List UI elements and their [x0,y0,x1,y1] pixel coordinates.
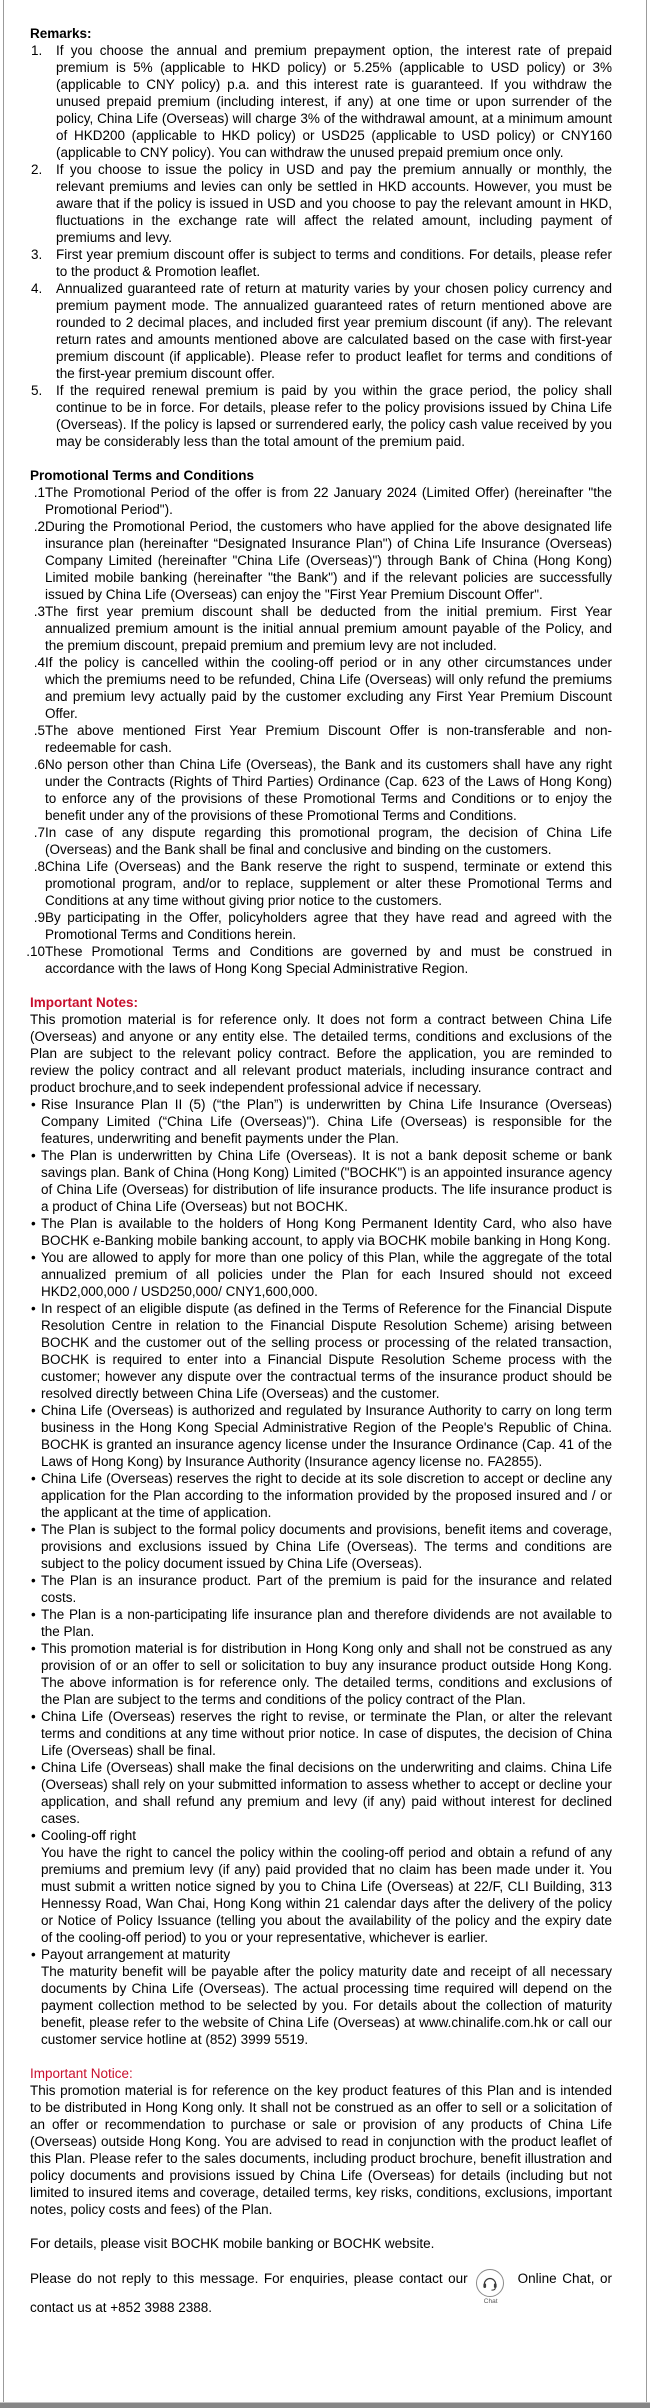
note-item [30,1606,612,1640]
important-notes-intro: This promotion material is for reference only. It does not form a contract between China Life (Overseas) and anyone or any entity else. The detailed terms, conditions and exclusions of the Plan are subject to the relevant policy contract. Before the application, you are reminded to review the policy contract and all relevant product materials, including insurance contract and product brochure,and to seek independent professional advice if necessary. [30,1012,612,1095]
note-text: China Life (Overseas) reserves the right to decide at its sole discretion to accept or decline any application for the Plan according to the information provided by the proposed insured and / or the applicant at the time of application. [41,1471,612,1520]
promo-term-item: The above mentioned First Year Premium Discount Offer is non-transferable and non-redeemable for cash. [45,723,612,755]
promo-term-item: No person other than China Life (Overseas), the Bank and its customers shall have any right under the Contracts (Rights of Third Parties) Ordinance (Cap. 623 of the Laws of Hong Kong) to enforce any of the provisions of these Promotional Terms and Conditions or to enjoy the benefit under any of the provisions of these Promotional Terms and Conditions. [45,757,612,823]
note-item [30,1759,612,1827]
promo-term-item: In case of any dispute regarding this promotional program, the decision of China Life (Overseas) and the Bank shall be final and conclusive and binding on the customers. [45,825,612,857]
note-text: The Plan is available to the holders of Hong Kong Permanent Identity Card, who also have BOCHK e-Banking mobile banking account, to apply via BOCHK mobile banking in Hong Kong. [41,1216,612,1248]
promo-term-item: By participating in the Offer, policyholders agree that they have read and agreed with the Promotional Terms and Conditions herein. [45,910,612,942]
note-item [30,1708,612,1759]
remark-item: If the required renewal premium is paid by you within the grace period, the policy shall continue to be in force. For details, please refer to the policy provisions issued by China Life (Overseas). If the policy is lapsed or surrendered early, the policy cash value received by you may be considerably less than the total amount of the premium paid. [56,383,612,449]
remarks-list [30,42,612,450]
note-text: The Plan is underwritten by China Life (Overseas). It is not a bank deposit scheme or bank savings plan. Bank of China (Hong Kong) Limited ("BOCHK") is an appointed insurance agency of China Life (Overseas) for distribution of life insurance products. The life insurance product is a product of China Life (Overseas) but not BOCHK. [41,1148,612,1214]
promo-term-item: These Promotional Terms and Conditions are governed by and must be construed in accordance with the laws of Hong Kong Special Administrative Region. [45,944,612,976]
note-text: You are allowed to apply for more than one policy of this Plan, while the aggregate of the total annualized premium of all policies under the Plan for each Insured should not exceed HKD2,000,000 / USD250,000/ CNY1,600,000. [41,1250,612,1299]
chat-headset-icon [476,2269,504,2297]
bottom-scroll-edge [0,2402,650,2408]
note-text: This promotion material is for distribution in Hong Kong only and shall not be construed as any provision of or an offer to sell or solicitation to buy any insurance product outside Hong Kong. The above information is for reference only. The detailed terms, conditions and exclusions of the Plan are subject to the terms and conditions of the policy contract of the Plan. [41,1641,612,1707]
note-text: The Plan is an insurance product. Part of the premium is paid for the insurance and related costs. [41,1573,612,1605]
promo-term-item: The Promotional Period of the offer is from 22 January 2024 (Limited Offer) (hereinafter "the Promotional Period"). [45,485,612,517]
note-item [30,1827,612,1946]
note-text: China Life (Overseas) shall make the final decisions on the underwriting and claims. China Life (Overseas) shall rely on your submitted information to assess whether to accept or decline your application, and shall refund any premium and levy (if any) paid without interest for declined cases. [41,1760,612,1826]
note-sub-paragraph: The maturity benefit will be payable after the policy maturity date and receipt of all necessary documents by China Life (Overseas). The actual processing time required will depend on the payment collection method to be selected by you. For details about the collection of maturity benefit, please refer to the website of China Life (Overseas) at www.chinalife.com.hk or call our customer service hotline at (852) 3999 5519. [41,1964,612,2047]
note-text: Payout arrangement at maturity [41,1947,231,1962]
online-chat-button[interactable] [476,2269,506,2305]
important-notes-list [30,1096,612,2048]
chat-icon-label: Chat [483,2298,498,2305]
no-reply-line [30,2269,612,2316]
note-item [30,1521,612,1572]
note-item [30,1572,612,1606]
note-item [30,1249,612,1300]
important-notice-body: This promotion material is for reference on the key product features of this Plan and is intended to be distributed in Hong Kong only. It shall not be construed as an offer to sell or a solicitation of an offer or recommendation to purchase or sale or provision of any products of China Life (Overseas) outside Hong Kong. You are advised to read in conjunction with the product leaflet of this Plan. Please refer to the sales documents, including product brochure, benefit illustration and policy documents and provisions issued by China Life (Overseas) for details (including but not limited to insured items and coverage, detailed terms, key risks, conditions, exclusions, important notes, policy costs and fees) of the Plan. [30,2083,612,2217]
promo-term-item: If the policy is cancelled within the cooling-off period or in any other circumstances under which the premiums need to be refunded, China Life (Overseas) will only refund the premiums and premium levy actually paid by the customer excluding any First Year Premium Discount Offer. [45,655,612,721]
note-item [30,1640,612,1708]
note-sub-paragraph: You have the right to cancel the policy within the cooling-off period and obtain a refund of any premiums and premium levy (if any) paid provided that no claim has been made under it. You must submit a written notice signed by you to China Life (Overseas) at 22/F, CLI Building, 313 Hennessy Road, Wan Chai, Hong Kong within 21 calendar days after the delivery of the policy or Notice of Policy Issuance (telling you about the availability of the policy and the expiry date of the cooling-off period) to you or your representative, whichever is earlier. [41,1845,612,1945]
no-reply-prefix: Please do not reply to this message. For enquiries, please contact our [30,2271,468,2286]
note-text: The Plan is a non-participating life insurance plan and therefore dividends are not available to the Plan. [41,1607,612,1639]
note-text: In respect of an eligible dispute (as defined in the Terms of Reference for the Financial Dispute Resolution Centre in relation to the Financial Dispute Resolution Scheme) arising between BOCHK and the customer out of the selling process or processing of the related transaction, BOCHK is required to enter into a Financial Dispute Resolution Scheme process with the customer; however any dispute over the contractual terms of the insurance product should be resolved directly between China Life (Overseas) and the customer. [41,1301,612,1401]
note-text: Rise Insurance Plan II (5) (“the Plan”) is underwritten by China Life Insurance (Overseas) Company Limited (“China Life (Overseas)"). China Life (Overseas) is responsible for the features, underwriting and benefit payments under the Plan. [41,1097,612,1146]
important-notes-heading: Important Notes: [30,995,138,1010]
note-item [30,1215,612,1249]
no-reply-suffix: Online Chat, or contact us at +852 3988 2388. [30,2271,613,2315]
note-text: China Life (Overseas) reserves the right to revise, or terminate the Plan, or alter the relevant terms and conditions at any time without prior notice. In case of disputes, the decision of China Life (Overseas) shall be final. [41,1709,612,1758]
remarks-heading: Remarks: [30,26,92,41]
note-text: The Plan is subject to the formal policy documents and provisions, benefit items and coverage, provisions and exclusions issued by China Life (Overseas). The terms and conditions are subject to the policy document issued by China Life (Overseas). [41,1522,612,1571]
promo-term-item: China Life (Overseas) and the Bank reserve the right to suspend, terminate or extend this promotional program, and/or to replace, supplement or alter these Promotional Terms and Conditions at any time without giving prior notice to the customers. [45,859,612,908]
promo-terms-list [30,484,612,977]
note-item [30,1300,612,1402]
note-text: China Life (Overseas) is authorized and regulated by Insurance Authority to carry on long term business in the Hong Kong Special Administrative Region of the People's Republic of China. BOCHK is granted an insurance agency license under the Insurance Ordinance (Cap. 41 of the Laws of Hong Kong) by Insurance Authority (Insurance agency license no. FA2855). [41,1403,612,1469]
note-item [30,1096,612,1147]
promo-term-item: During the Promotional Period, the customers who have applied for the above designated life insurance plan (hereinafter “Designated Insurance Plan") of China Life Insurance (Overseas) Company Limited (hereinafter "China Life (Overseas)") through Bank of China (Hong Kong) Limited mobile banking (hereinafter "the Bank") and if the relevant policies are successfully issued by China Life (Overseas) can enjoy the "First Year Premium Discount Offer". [45,519,612,602]
details-line: For details, please visit BOCHK mobile banking or BOCHK website. [30,2236,435,2251]
note-item [30,1946,612,2048]
promo-terms-heading: Promotional Terms and Conditions [30,468,255,483]
remark-item: Annualized guaranteed rate of return at maturity varies by your chosen policy currency and premium payment mode. The annualized guaranteed rates of return mentioned above are rounded to 2 decimal places, and included first year premium discount (if any). The relevant return rates and amounts mentioned above are calculated based on the case with first-year premium discount (if applicable). Please refer to product leaflet for terms and conditions of the first-year premium discount offer. [56,281,612,381]
note-text: Cooling-off right [41,1828,137,1843]
note-item [30,1470,612,1521]
note-item [30,1402,612,1470]
note-item [30,1147,612,1215]
important-notice-heading: Important Notice: [30,2066,133,2081]
promo-term-item: The first year premium discount shall be deducted from the initial premium. First Year annualized premium amount is the initial annual premium amount payable of the Policy, and the premium discount, prepaid premium and premium levy are not included. [45,604,612,653]
remark-item: First year premium discount offer is subject to terms and conditions. For details, please refer to the product & Promotion leaflet. [56,247,612,279]
remark-item: If you choose to issue the policy in USD and pay the premium annually or monthly, the relevant premiums and levies can only be settled in HKD accounts. However, you must be aware that if the policy is issued in USD and you choose to pay the relevant amount in HKD, fluctuations in the exchange rate will affect the related amount, including payment of premiums and levy. [56,162,612,245]
remark-item: If you choose the annual and premium prepayment option, the interest rate of prepaid premium is 5% (applicable to HKD policy) or 5.25% (applicable to USD policy) or 3% (applicable to CNY policy) p.a. and this interest rate is guaranteed. If you withdraw the unused prepaid premium (including interest, if any) at one time or upon surrender of the policy, China Life (Overseas) will charge 3% of the withdrawal amount, at a minimum amount of HKD200 (applicable to HKD policy) or USD25 (applicable to USD policy) or CNY160 (applicable to CNY policy). You can withdraw the unused prepaid premium once only. [56,43,612,160]
